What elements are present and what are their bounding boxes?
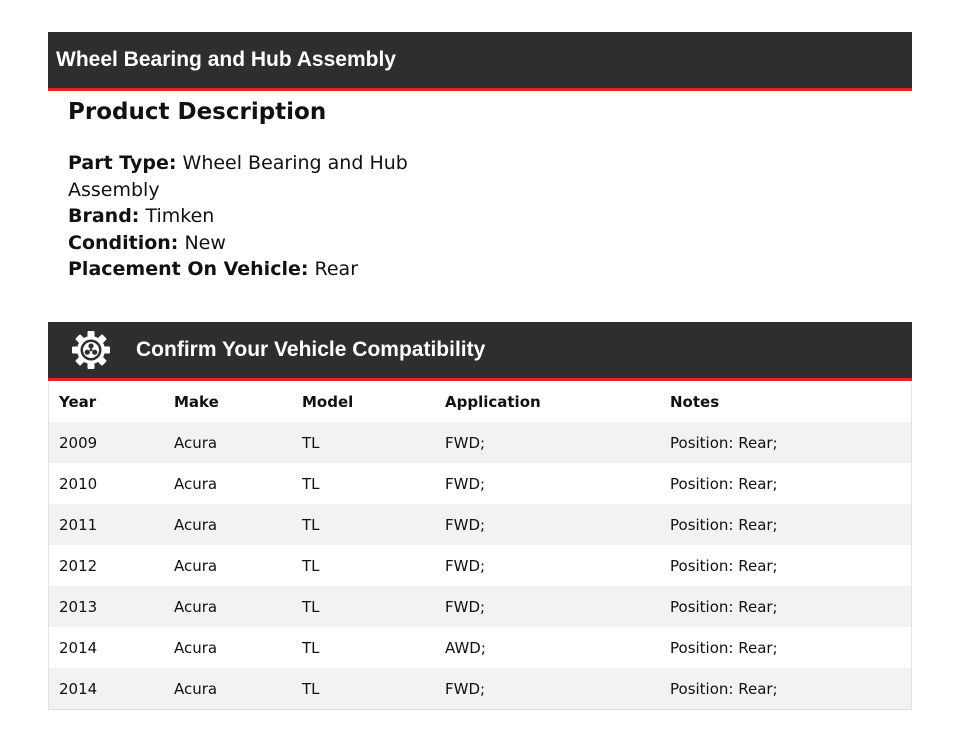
cell-notes: Position: Rear; [670,597,778,616]
cell-application: FWD; [445,515,486,534]
cell-model: TL [302,515,320,534]
field-value: Wheel Bearing and Hub Assembly [68,152,408,201]
cell-year: 2009 [59,433,98,452]
cell-make: Acura [174,679,218,698]
cell-year: 2011 [59,515,98,534]
field-part-type [68,150,408,203]
cell-application: FWD; [445,556,486,575]
cell-make: Acura [174,474,218,493]
table-row [49,504,911,545]
cell-year: 2013 [59,597,98,616]
compatibility-title: Confirm Your Vehicle Compatibility [136,338,486,361]
field-placement [68,256,408,283]
cell-notes: Position: Rear; [670,638,778,657]
gear-icon [70,329,112,371]
cell-model: TL [302,597,320,616]
field-brand [68,203,408,230]
cell-year: 2012 [59,556,98,575]
cell-year: 2014 [59,679,98,698]
cell-application: FWD; [445,679,486,698]
field-label: Placement On Vehicle: [68,258,309,280]
table-row [49,586,911,627]
cell-application: FWD; [445,474,486,493]
product-title: Wheel Bearing and Hub Assembly [56,48,396,71]
cell-notes: Position: Rear; [670,515,778,534]
cell-model: TL [302,474,320,493]
cell-year: 2010 [59,474,98,493]
field-value: Timken [145,205,215,227]
compatibility-banner [48,322,912,381]
cell-make: Acura [174,433,218,452]
column-header-year: Year [59,392,97,411]
field-label: Condition: [68,231,179,254]
product-description [68,96,408,283]
field-label: Brand: [68,205,140,227]
cell-notes: Position: Rear; [670,679,778,698]
column-header-application: Application [445,392,541,411]
cell-application: FWD; [445,597,486,616]
table-row [49,668,911,709]
table-row [49,627,911,668]
column-header-make: Make [174,392,219,411]
cell-application: FWD; [445,433,486,452]
description-heading: Product Description [68,99,327,125]
cell-model: TL [302,556,320,575]
cell-make: Acura [174,638,218,657]
cell-model: TL [302,679,320,698]
field-label: Part Type: [68,152,177,174]
cell-year: 2014 [59,638,98,657]
cell-application: AWD; [445,638,486,657]
cell-notes: Position: Rear; [670,474,778,493]
compatibility-table [48,381,912,710]
cell-notes: Position: Rear; [670,556,778,575]
cell-make: Acura [174,515,218,534]
table-row [49,463,911,504]
column-header-model: Model [302,392,354,411]
description-fields [68,150,408,283]
table-row [49,545,911,586]
column-header-notes: Notes [670,392,720,411]
cell-notes: Position: Rear; [670,433,778,452]
cell-make: Acura [174,597,218,616]
product-title-banner [48,32,912,91]
cell-model: TL [302,638,320,657]
table-row [49,422,911,463]
field-condition [68,230,408,257]
field-value: New [184,231,226,254]
cell-make: Acura [174,556,218,575]
table-header-row [49,381,911,422]
cell-model: TL [302,433,320,452]
field-value: Rear [314,258,359,280]
